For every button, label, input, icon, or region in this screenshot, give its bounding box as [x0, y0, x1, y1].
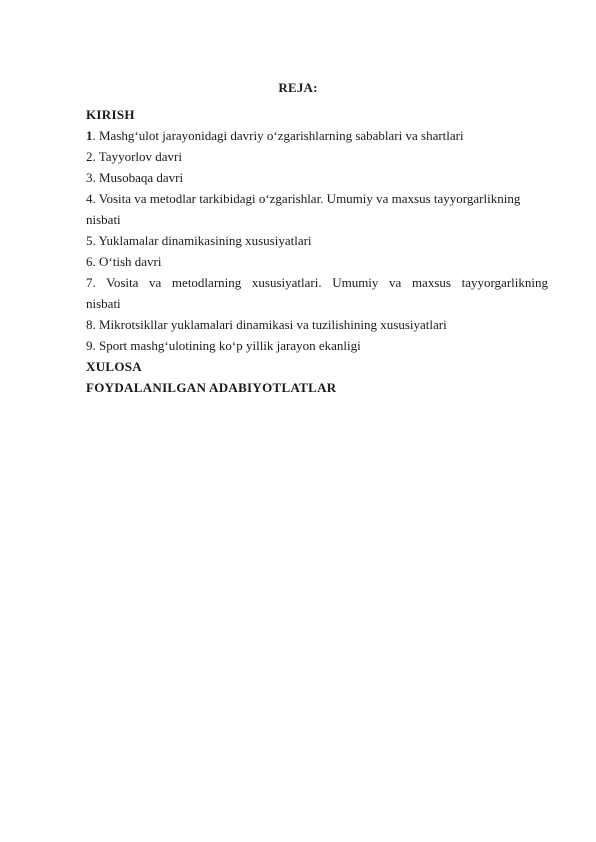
outline-item-1-text: . Mashg‘ulot jarayonidagi davriy o‘zgarishlarning sabablari va shartlari [92, 128, 464, 143]
outline-item-7: 7. Vosita va metodlarning xususiyatlari. Umumiy va maxsus tayyorgarlikning [86, 275, 548, 290]
conclusion-heading: XULOSA [86, 359, 142, 374]
intro-heading: KIRISH [86, 107, 135, 122]
outline-item-8: 8. Mikrotsikllar yuklamalari dinamikasi va tuzilishining xususiyatlari [86, 317, 447, 332]
outline-item-7-continued: nisbati [86, 296, 121, 311]
outline-item-1-number: 1 [86, 128, 93, 143]
outline-item-4: 4. Vosita va metodlar tarkibidagi o‘zgarishlar. Umumiy va maxsus tayyorgarlikning [86, 191, 521, 206]
outline-item-1 [86, 125, 548, 146]
page-title: REJA: [278, 80, 318, 95]
outline-item-9: 9. Sport mashg‘ulotining ko‘p yillik jarayon ekanligi [86, 338, 361, 353]
outline-item-3: 3. Musobaqa davri [86, 170, 184, 185]
outline-item-6: 6. O‘tish davri [86, 254, 162, 269]
outline-item-4-continued: nisbati [86, 212, 121, 227]
references-heading: FOYDALANILGAN ADABIYOTLATLAR [86, 380, 337, 395]
outline-item-5: 5. Yuklamalar dinamikasining xususiyatlari [86, 233, 312, 248]
outline-item-2: 2. Tayyorlov davri [86, 149, 182, 164]
outline-list [86, 104, 548, 398]
